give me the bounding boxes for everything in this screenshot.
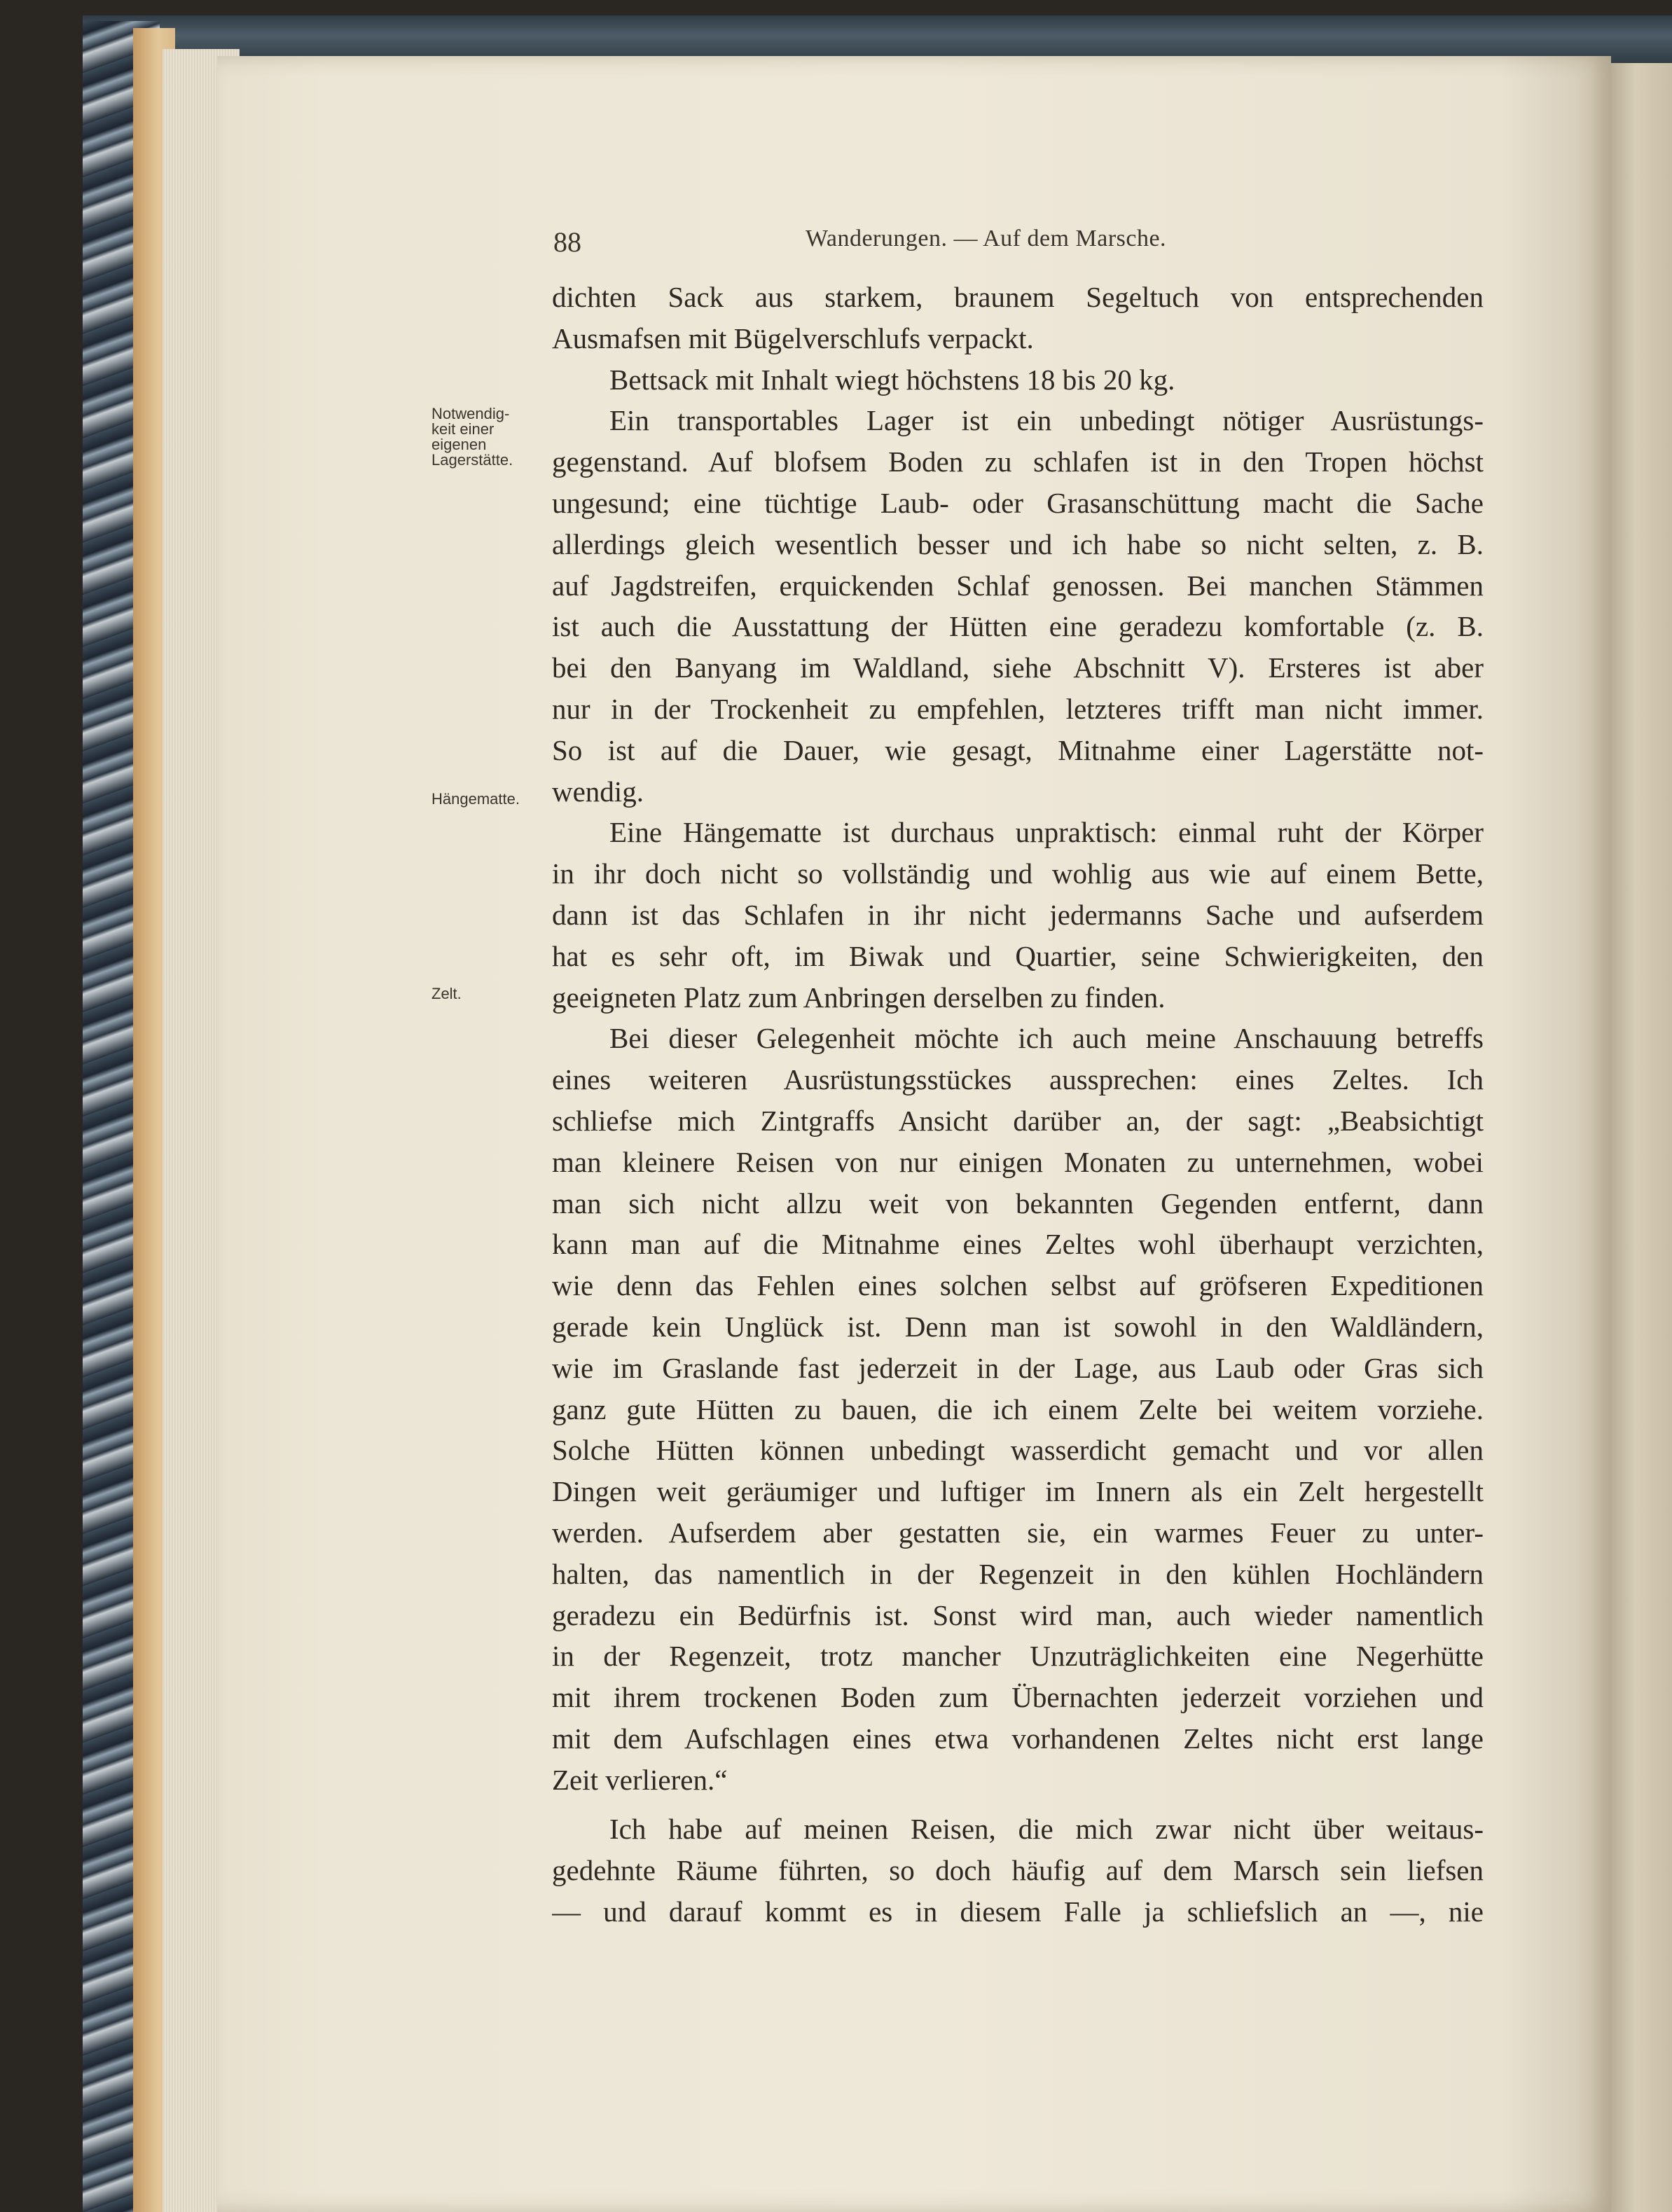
text-line: kann man auf die Mitnahme eines Zeltes wohl überhaupt verzichten, [552,1228,1484,1261]
text-line: ganz gute Hütten zu bauen, die ich einem Zelte bei weitem vorziehe. [552,1392,1484,1425]
text-line: mit dem Aufschlagen eines etwa vorhandenen Zeltes nicht erst lange [552,1722,1484,1755]
text-line: Zeit verlieren.“ [552,1763,728,1796]
text-line: wie im Graslande fast jederzeit in der Lage, aus Laub oder Gras sich [552,1351,1484,1384]
text-line: mit ihrem trockenen Boden zum Übernachten jederzeit vorziehen und [552,1681,1484,1714]
text-line: hat es sehr oft, im Biwak und Quartier, seine Schwierigkeiten, den [552,939,1484,972]
text-line: Bei dieser Gelegenheit möchte ich auch meine Anschauung betreffs [609,1022,1484,1055]
margin-note-line: Lagerstätte. [431,451,513,469]
text-line: gerade kein Unglück ist. Denn man ist sowohl in den Waldländern, [552,1310,1484,1343]
text-line: Dingen weit geräumiger und luftiger im Innern als ein Zelt hergestellt [552,1475,1484,1508]
text-line: So ist auf die Dauer, wie gesagt, Mitnahme einer Lagerstätte not- [552,733,1484,766]
text-line: auf Jagdstreifen, erquickenden Schlaf genossen. Bei manchen Stämmen [552,569,1484,602]
text-line: gegenstand. Auf blofsem Boden zu schlafen ist in den Tropen höchst [552,445,1484,478]
page-number: 88 [553,226,581,258]
text-line: Ausmafsen mit Bügelverschlufs verpackt. [552,322,1034,354]
text-line: wendig. [552,775,644,808]
margin-note-line: keit einer [431,420,495,438]
text-line: man kleinere Reisen von nur einigen Monaten zu unternehmen, wobei [552,1145,1484,1178]
text-line: ungesund; eine tüchtige Laub- oder Grasanschüttung macht die Sache [552,486,1484,519]
text-line: Eine Hängematte ist durchaus unpraktisch: einmal ruht der Körper [609,816,1484,849]
text-line: schliefse mich Zintgraffs Ansicht darüber an, der sagt: „Beabsichtigt [552,1104,1484,1137]
margin-note-line: Notwendig- [431,405,510,422]
margin-note-line: eigenen [431,436,487,453]
margin-note-lagerstaette [431,406,513,468]
text-line: ist auch die Ausstattung der Hütten eine geradezu komfortable (z. B. [552,610,1484,643]
text-line: Bettsack mit Inhalt wiegt höchstens 18 bis 20 kg. [609,363,1175,396]
text-line: werden. Aufserdem aber gestatten sie, ein warmes Feuer zu unter- [552,1516,1484,1549]
margin-note-line: Hängematte. [431,790,520,808]
text-line: geradezu ein Bedürfnis ist. Sonst wird man, auch wieder namentlich [552,1598,1484,1631]
running-title: Wanderungen. — Auf dem Marsche. [806,226,1167,251]
text-line: Ich habe auf meinen Reisen, die mich zwar nicht über weitaus- [609,1813,1484,1846]
text-line: wie denn das Fehlen eines solchen selbst auf gröfseren Expeditionen [552,1269,1484,1302]
body-text [552,277,1484,1933]
text-line: allerdings gleich wesentlich besser und ich habe so nicht selten, z. B. [552,527,1484,560]
text-line: in der Regenzeit, trotz mancher Unzuträglichkeiten eine Negerhütte [552,1640,1484,1673]
text-line: dann ist das Schlafen in ihr nicht jedermanns Sache und aufserdem [552,898,1484,931]
text-line: halten, das namentlich in der Regenzeit in den kühlen Hochländern [552,1557,1484,1590]
text-line: Ein transportables Lager ist ein unbedingt nötiger Ausrüstungs- [609,404,1484,437]
facing-page-edge [1611,63,1672,2212]
text-line: gedehnte Räume führten, so doch häufig auf dem Marsch sein liefsen [552,1854,1484,1887]
text-line: eines weiteren Ausrüstungsstückes aussprechen: eines Zeltes. Ich [552,1063,1484,1096]
margin-note-zelt [431,986,462,1002]
text-line: Solche Hütten können unbedingt wasserdicht gemacht und vor allen [552,1434,1484,1467]
text-line: geeigneten Platz zum Anbringen derselben zu finden. [552,981,1166,1014]
text-line: nur in der Trockenheit zu empfehlen, letzteres trifft man nicht immer. [552,692,1484,725]
text-line: man sich nicht allzu weit von bekannten Gegenden entfernt, dann [552,1187,1484,1219]
margin-note-line: Zelt. [431,985,462,1002]
text-line: — und darauf kommt es in diesem Falle ja schliefslich an —, nie [552,1895,1484,1928]
text-line: dichten Sack aus starkem, braunem Segeltuch von entsprechenden [552,281,1484,313]
text-line: in ihr doch nicht so vollständig und wohlig aus wie auf einem Bette, [552,857,1484,890]
margin-note-haengematte [431,792,520,807]
text-line: bei den Banyang im Waldland, siehe Abschnitt V). Ersteres ist aber [552,651,1484,684]
running-header [553,226,1450,261]
